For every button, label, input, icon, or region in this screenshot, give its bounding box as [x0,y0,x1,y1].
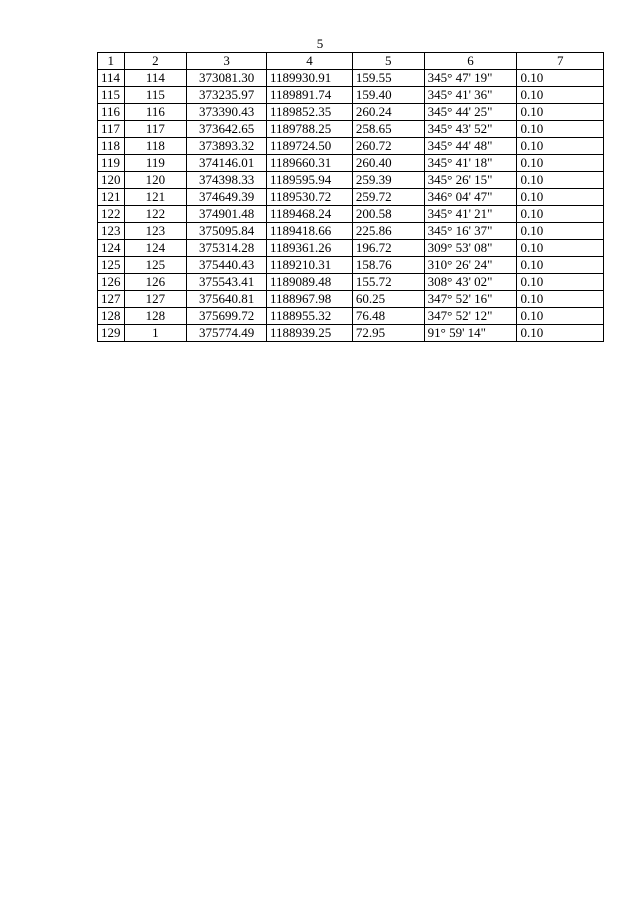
table-cell: 375095.84 [187,223,267,240]
table-cell: 373081.30 [187,70,267,87]
table-cell: 375699.72 [187,308,267,325]
table-cell: 76.48 [352,308,424,325]
table-cell: 259.39 [352,172,424,189]
table-cell: 259.72 [352,189,424,206]
table-row [98,70,604,87]
table-cell: 373235.97 [187,87,267,104]
table-cell: 0.10 [517,274,604,291]
table-cell: 345° 26' 15" [424,172,517,189]
table-cell: 155.72 [352,274,424,291]
table-cell: 345° 44' 48" [424,138,517,155]
table-cell: 375640.81 [187,291,267,308]
table-cell: 309° 53' 08" [424,240,517,257]
table-cell: 258.65 [352,121,424,138]
table-cell: 0.10 [517,291,604,308]
table-cell: 120 [124,172,187,189]
table-cell: 1189724.50 [267,138,353,155]
table-cell: 0.10 [517,70,604,87]
column-header: 3 [187,53,267,70]
table-row [98,240,604,257]
table-row [98,308,604,325]
table-cell: 308° 43' 02" [424,274,517,291]
table-cell: 126 [124,274,187,291]
column-header: 4 [267,53,353,70]
table-cell: 346° 04' 47" [424,189,517,206]
table-cell: 0.10 [517,257,604,274]
table-cell: 347° 52' 12" [424,308,517,325]
table-row [98,274,604,291]
table-cell: 375543.41 [187,274,267,291]
table-cell: 345° 41' 18" [424,155,517,172]
table-cell: 1189891.74 [267,87,353,104]
table-cell: 115 [124,87,187,104]
page-number: 5 [316,36,324,51]
table-cell: 1188955.32 [267,308,353,325]
table-cell: 128 [98,308,125,325]
table-cell: 124 [98,240,125,257]
table-cell: 119 [124,155,187,172]
table-cell: 0.10 [517,325,604,342]
table-cell: 373893.32 [187,138,267,155]
table-cell: 0.10 [517,223,604,240]
table-cell: 374398.33 [187,172,267,189]
table-cell: 127 [98,291,125,308]
table-cell: 374649.39 [187,189,267,206]
table-cell: 120 [98,172,125,189]
table-cell: 196.72 [352,240,424,257]
table-cell: 122 [124,206,187,223]
table-row [98,206,604,223]
column-header: 7 [517,53,604,70]
column-header: 5 [352,53,424,70]
column-header: 2 [124,53,187,70]
table-cell: 375774.49 [187,325,267,342]
table-cell: 310° 26' 24" [424,257,517,274]
table-cell: 1189930.91 [267,70,353,87]
table-cell: 60.25 [352,291,424,308]
table-cell: 123 [124,223,187,240]
table-cell: 0.10 [517,121,604,138]
table-cell: 345° 43' 52" [424,121,517,138]
table-cell: 373642.65 [187,121,267,138]
table-cell: 125 [98,257,125,274]
table-cell: 373390.43 [187,104,267,121]
table-cell: 121 [98,189,125,206]
table-cell: 116 [124,104,187,121]
table-cell: 0.10 [517,308,604,325]
table-cell: 1188967.98 [267,291,353,308]
table-cell: 345° 47' 19" [424,70,517,87]
table-cell: 345° 41' 36" [424,87,517,104]
table-cell: 1189595.94 [267,172,353,189]
table-cell: 118 [98,138,125,155]
table-cell: 374146.01 [187,155,267,172]
table-cell: 117 [98,121,125,138]
table-row [98,172,604,189]
table-row [98,223,604,240]
table-row [98,121,604,138]
table-cell: 0.10 [517,240,604,257]
table-cell: 260.72 [352,138,424,155]
table-row [98,189,604,206]
table-cell: 1189418.66 [267,223,353,240]
table-cell: 114 [124,70,187,87]
column-header: 6 [424,53,517,70]
table-cell: 374901.48 [187,206,267,223]
table-cell: 345° 41' 21" [424,206,517,223]
table-cell: 72.95 [352,325,424,342]
table-cell: 1189852.35 [267,104,353,121]
table-cell: 125 [124,257,187,274]
table-cell: 1 [124,325,187,342]
table-row [98,87,604,104]
table-cell: 124 [124,240,187,257]
table-cell: 159.40 [352,87,424,104]
table-cell: 159.55 [352,70,424,87]
table-cell: 0.10 [517,155,604,172]
table-cell: 1189361.26 [267,240,353,257]
table-cell: 260.24 [352,104,424,121]
table-cell: 375440.43 [187,257,267,274]
table-cell: 115 [98,87,125,104]
table-cell: 122 [98,206,125,223]
table-cell: 0.10 [517,206,604,223]
coordinates-table [97,52,604,342]
table-cell: 1189530.72 [267,189,353,206]
table-cell: 0.10 [517,104,604,121]
table-cell: 126 [98,274,125,291]
table-cell: 118 [124,138,187,155]
table-cell: 158.76 [352,257,424,274]
table-cell: 128 [124,308,187,325]
table-cell: 0.10 [517,189,604,206]
table-cell: 1189468.24 [267,206,353,223]
table-cell: 347° 52' 16" [424,291,517,308]
table-cell: 200.58 [352,206,424,223]
table-cell: 0.10 [517,138,604,155]
table-row [98,291,604,308]
table-row [98,325,604,342]
table-cell: 1189089.48 [267,274,353,291]
column-header: 1 [98,53,125,70]
table-cell: 260.40 [352,155,424,172]
table-cell: 127 [124,291,187,308]
table-cell: 1189788.25 [267,121,353,138]
table-cell: 91° 59' 14" [424,325,517,342]
table-row [98,138,604,155]
table-cell: 1189210.31 [267,257,353,274]
table-cell: 375314.28 [187,240,267,257]
table-cell: 225.86 [352,223,424,240]
table-cell: 117 [124,121,187,138]
table-cell: 345° 16' 37" [424,223,517,240]
table-cell: 123 [98,223,125,240]
table-cell: 345° 44' 25" [424,104,517,121]
table-cell: 114 [98,70,125,87]
table-row [98,104,604,121]
table-row [98,155,604,172]
table-cell: 116 [98,104,125,121]
table-cell: 121 [124,189,187,206]
table-header-row [98,53,604,70]
table-cell: 1188939.25 [267,325,353,342]
table-cell: 119 [98,155,125,172]
table-cell: 129 [98,325,125,342]
table-cell: 1189660.31 [267,155,353,172]
table-row [98,257,604,274]
table-cell: 0.10 [517,172,604,189]
table-cell: 0.10 [517,87,604,104]
